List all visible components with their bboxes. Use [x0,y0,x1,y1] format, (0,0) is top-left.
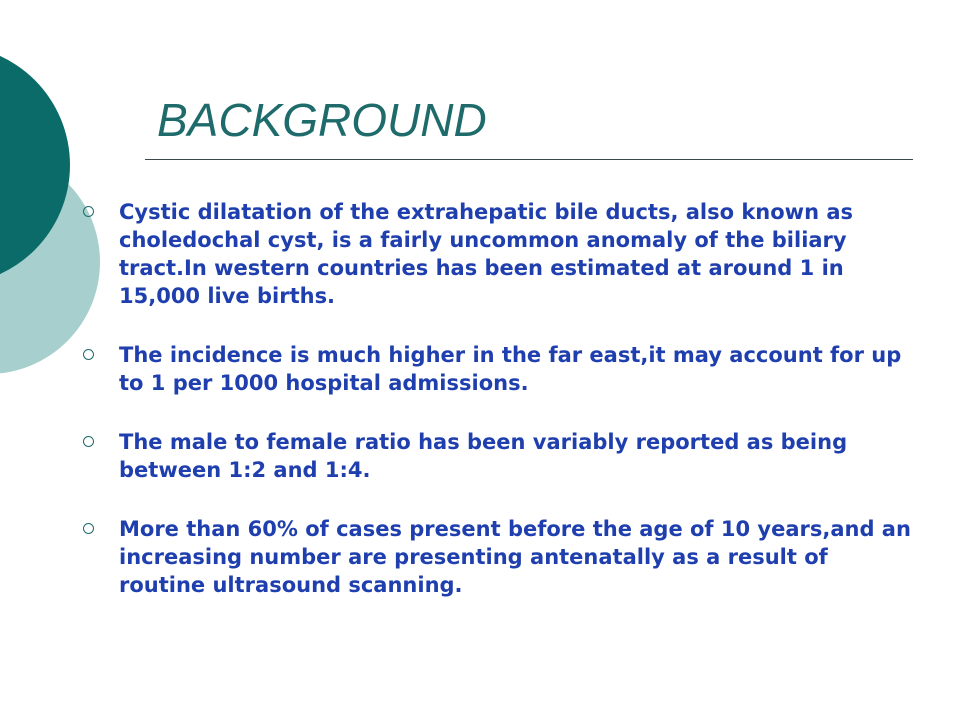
hollow-circle-bullet-icon [83,436,94,447]
hollow-circle-bullet-icon [83,349,94,360]
hollow-circle-bullet-icon [83,523,94,534]
bullet-text: Cystic dilatation of the extrahepatic bile ducts, also known as choledochal cyst, is a fairly uncommon anomaly of the biliary tract.In western countries has been estimated at around 1 in 15,000 live births. [119,200,854,308]
bullet-text: The incidence is much higher in the far east,it may account for up to 1 per 1000 hospital admissions. [119,343,902,395]
bullet-item [80,515,920,599]
bullet-item [80,341,920,397]
slide-title: BACKGROUND [157,94,487,146]
title-divider [145,159,913,160]
hollow-circle-bullet-icon [83,206,94,217]
bullet-text: The male to female ratio has been variably reported as being between 1:2 and 1:4. [119,430,848,482]
bullet-item [80,428,920,484]
dark-teal-circle [0,45,70,285]
bullet-text: More than 60% of cases present before the age of 10 years,and an increasing number are presenting antenatally as a result of routine ultrasound scanning. [119,517,911,597]
bullet-list [80,198,920,630]
bullet-item [80,198,920,310]
